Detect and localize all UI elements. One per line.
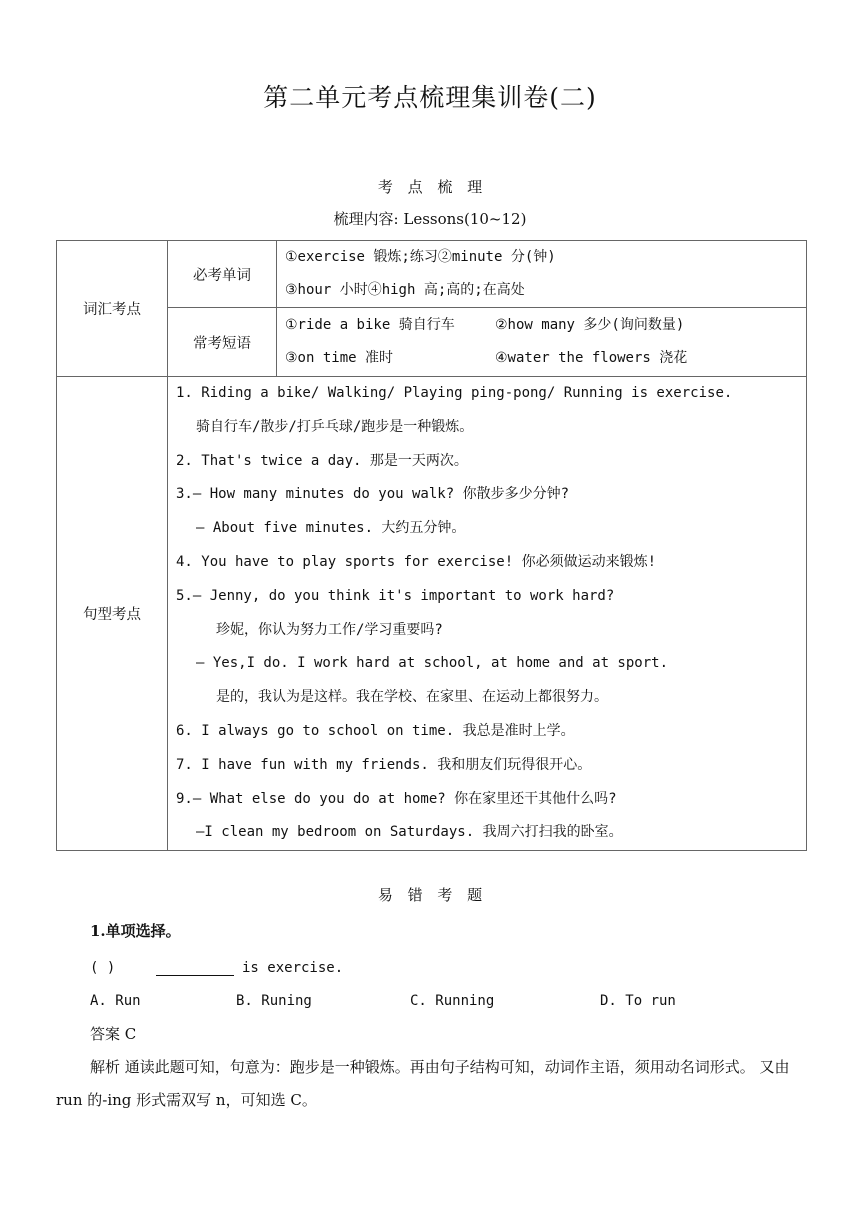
options-row [90,985,806,1018]
sentences-category: 句型考点 [57,377,168,851]
sentence-line: 珍妮，你认为努力工作/学习重要吗? [216,621,443,638]
exercise-section [56,918,806,1117]
answer-line: 答案 C [90,1025,137,1043]
question-text: is exercise. [242,960,344,976]
option-b: B. Runing [236,993,312,1009]
phrase-item: ④water the flowers 浇花 [495,350,688,367]
review-table [56,240,807,851]
phrase-item: ②how many 多少(询问数量) [495,317,685,334]
sentence-line: 是的，我认为是这样。我在学校、在家里、在运动上都很努力。 [216,689,608,706]
words-cell [277,241,807,308]
phrase-item: ①ride a bike 骑自行车 [285,317,455,334]
page-title: 第二单元考点梳理集训卷(二) [263,83,597,112]
review-subtitle: 梳理内容: Lessons(10~12) [333,210,527,228]
option-a: A. Run [90,993,141,1009]
words-line: ①exercise 锻炼;练习②minute 分(钟) [285,249,556,266]
sentence-line: 7. I have fun with my friends. 我和朋友们玩得很开心。 [176,756,592,773]
words-line: ③hour 小时④high 高;高的;在高处 [285,282,525,299]
words-label: 必考单词 [168,241,277,308]
phrase-item: ③on time 准时 [285,350,393,367]
answer-paren: ( ) [90,960,116,976]
vocab-phrases-row [57,308,807,377]
phrases-label: 常考短语 [168,308,277,377]
mistakes-heading: 易 错 考 题 [377,886,483,904]
sentence-line: 2. That's twice a day. 那是一天两次。 [176,452,468,469]
sentences-cell [168,377,807,851]
sentence-line: 1. Riding a bike/ Walking/ Playing ping-pong/ Running is exercise. [176,385,733,401]
vocab-category: 词汇考点 [57,241,168,377]
sentence-line: — About five minutes. 大约五分钟。 [196,520,466,537]
explanation: 解析 通读此题可知，句意为：跑步是一种锻炼。再由句子结构可知，动词作主语，须用动名词形式。 又由 run 的-ing 形式需双写 n，可知选 C。 [56,1058,790,1109]
option-d: D. To run [600,993,676,1009]
sentence-line: 骑自行车/散步/打乒乓球/跑步是一种锻炼。 [196,418,474,435]
answer-blank [156,955,234,976]
sentence-line: 4. You have to play sports for exercise! 你必须做运动来锻炼! [176,553,657,570]
sentence-line: 5.— Jenny, do you think it's important to work hard? [176,587,615,604]
sentence-line: 3.— How many minutes do you walk? 你散步多少分钟? [176,486,570,503]
sentence-line: 9.— What else do you do at home? 你在家里还干其他什么吗? [176,790,617,807]
phrases-line [285,309,806,342]
question-stem [90,952,806,985]
vocab-words-row [57,241,807,308]
phrases-line [285,342,806,375]
question-heading: 1.单项选择。 [90,922,181,940]
option-c: C. Running [410,993,495,1009]
sentence-line: 6. I always go to school on time. 我总是准时上学。 [176,722,575,739]
phrases-cell [277,308,807,377]
sentence-line: — Yes,I do. I work hard at school, at home and at sport. [196,655,669,672]
sentences-row [57,377,807,851]
review-heading: 考 点 梳 理 [377,178,483,196]
sentence-line: —I clean my bedroom on Saturdays. 我周六打扫我的卧室。 [196,824,623,841]
